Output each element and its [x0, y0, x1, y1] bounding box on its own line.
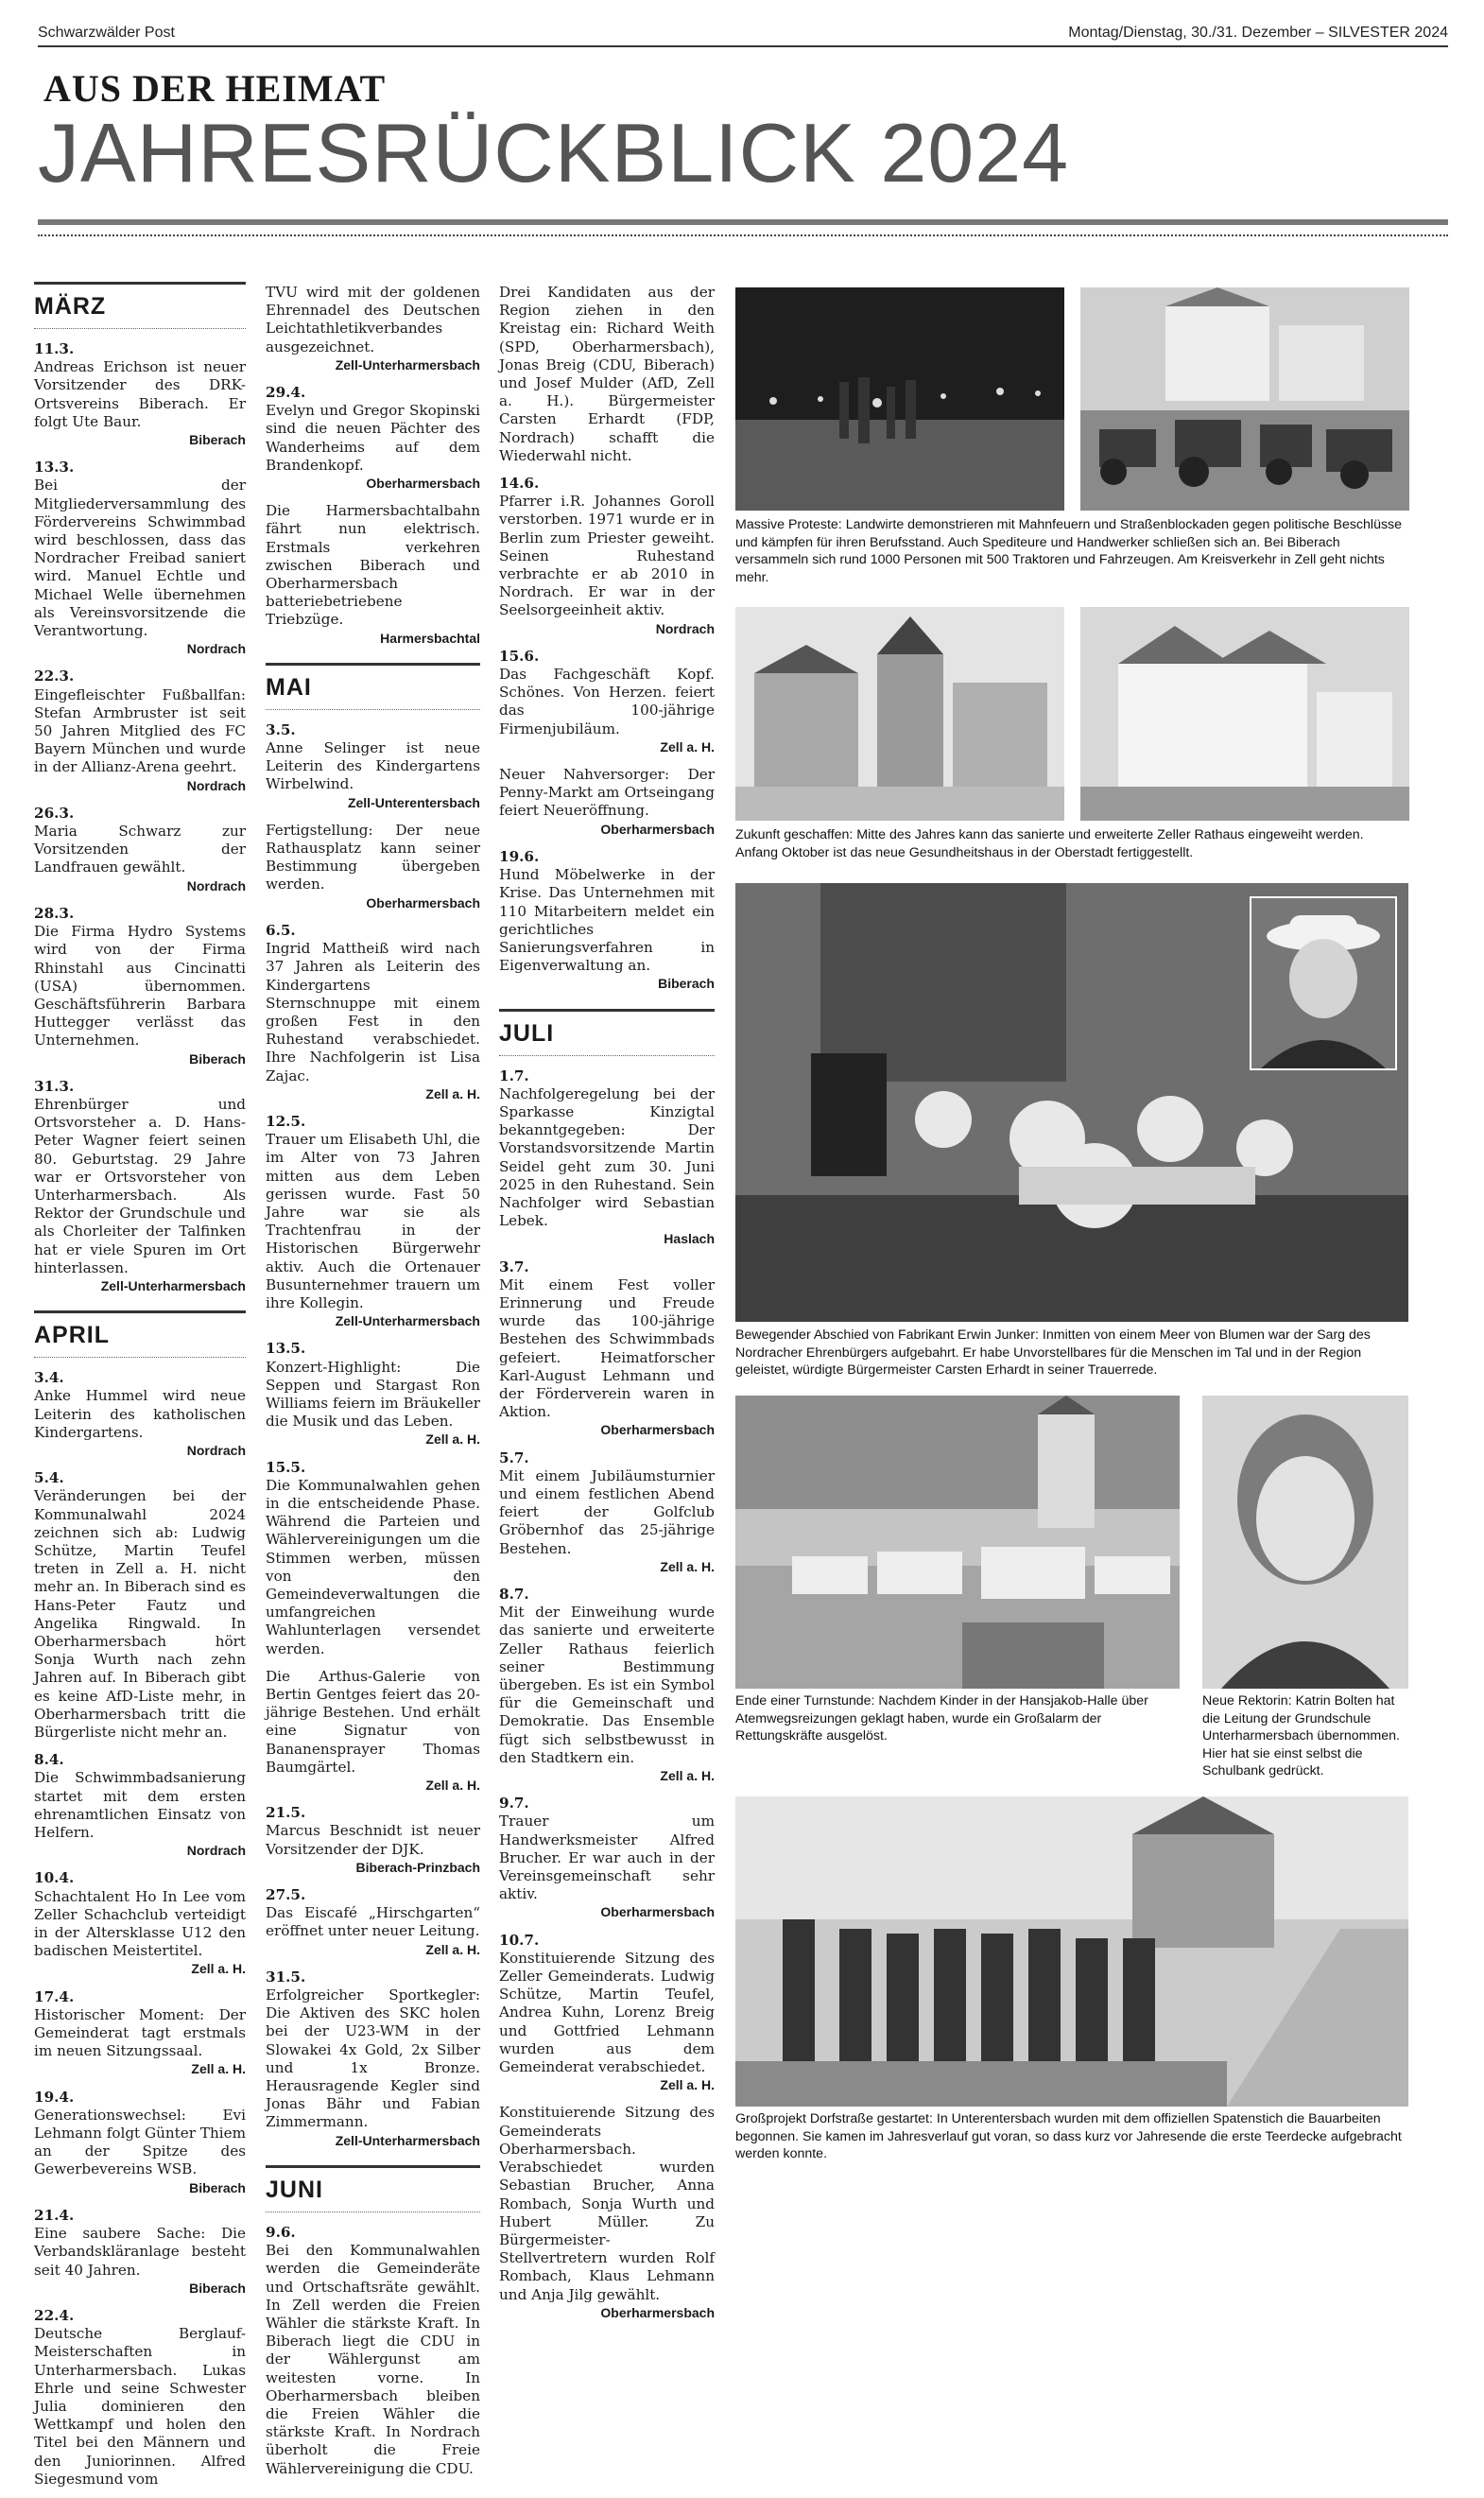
news-item: 3.4. Anke Hummel wird neue Leiterin des katholischen Kindergartens. Nordrach [34, 1369, 246, 1458]
news-item: 19.4. Generationswechsel: Evi Lehmann folgt Günter Thiem an der Spitze des Gewerbevereins WSB. Biberach [34, 2088, 247, 2195]
news-item: 27.5. Das Eiscafé „Hirschgarten“ eröffnet unter neuer Leitung. Zell a. H. [266, 1886, 480, 1957]
dotted-rule [38, 234, 1448, 236]
news-item: 8.4. Die Schwimmbadsanierung startet mit dem ersten ehrenamtlichen Einsatz von Helfern. Nordrach [34, 1751, 246, 1859]
section-kicker: AUS DER HEIMAT [43, 67, 387, 110]
month-heading-april: APRIL [34, 1310, 246, 1358]
news-item: 15.5. Die Kommunalwahlen gehen in die entscheidende Phase. Während die Parteien und Wählervereinigungen um die Stimmen werben, müssen von den Gemeindeverwaltungen die umfangreichen Wahlunterlagen versendet werden. [266, 1458, 480, 1657]
news-item: Konstituierende Sitzung des Gemeinderats Oberharmersbach. Verabschiedet wurden Sebastian Brucher, Anna Rombach, Sonja Wurth und Hubert Müller. Zu Bürgermeister-Stellvertretern wurden Rolf Rombach, Klaus Lehmann und Anja Jilg gewählt. Oberharmersbach [499, 2104, 715, 2320]
news-item: 9.6. Bei den Kommunalwahlen werden die Gemeinderäte und Ortschaftsräte gewählt. In Zell werden die Freien Wähler die stärkste Kraft. In Biberach liegt die CDU in der Wählergunst am weitesten vorne. In Oberharmersbach bleiben die Freien Wähler die stärkste Kraft. In Nordrach überholt die Freie Wählervereinigung die CDU. [266, 2223, 480, 2477]
photo-portrait-bolten [1202, 1396, 1408, 1689]
caption-groundbreaking: Großprojekt Dorfstraße gestartet: In Unterentersbach wurden mit dem offiziellen Spatenstich die Bauarbeiten begonnen. Sie kamen im Jahresverlauf gut voran, so dass kurz vor Jahresende die erste Teerdecke aufgebracht werden konnte. [735, 2111, 1402, 2162]
column-1 [34, 282, 246, 2498]
news-item: Drei Kandidaten aus der Region ziehen in den Kreistag ein: Richard Weith (SPD, Oberharmersbach), Jonas Breig (CDU, Biberach) und Josef Mulder (AfD, Zell a. H.). Bürgermeister Carsten Erhardt (FDP, Nordrach) schafft die Wiederwahl nicht. [499, 284, 715, 464]
news-item: 21.4. Eine saubere Sache: Die Verbandskläranlage besteht seit 40 Jahren. Biberach [34, 2206, 246, 2296]
news-item: 5.7. Mit einem Jubiläumsturnier und einem festlichen Abend feiert der Golfclub Gröbernhof das 25-jährige Bestehen. Zell a. H. [499, 1448, 715, 1574]
column-3 [499, 284, 715, 2332]
news-item: 28.3. Die Firma Hydro Systems wird von der Firma Rhinstahl aus Cincinatti (USA) übernommen. Geschäftsführerin Barbara Huttegger verlässt das Unternehmen. Biberach [34, 904, 246, 1067]
month-heading-maerz: MÄRZ [34, 282, 246, 329]
news-item: 31.3. Ehrenbürger und Ortsvorsteher a. D. Hans-Peter Wagner feiert seinen 80. Geburtstag. 29 Jahre war er Ortsvorsteher von Unterharmersbach. Als Rektor der Grundschule und als Chorleiter der Talfinken hat er viele Spuren im Ort hinterlassen. Zell-Unterharmersbach [34, 1077, 246, 1293]
news-item: 22.3. Eingefleischter Fußballfan: Stefan Armbruster ist seit 50 Jahren Mitglied des FC Bayern München und wurde in der Allianz-Arena geehrt. Nordrach [34, 668, 246, 793]
caption-funeral: Bewegender Abschied von Fabrikant Erwin Junker: Inmitten von einem Meer von Blumen war der Sarg des Nordracher Ehrenbürgers aufgebahrt. Er habe Unvorstellbares für die Menschen im Tal und in der Region geleistet, würdigte Bürgermeister Carsten Erhardt in seiner Trauerrede. [735, 1327, 1371, 1379]
caption-school-alarm: Ende einer Turnstunde: Nachdem Kinder in der Hansjakob-Halle über Atemwegsreizungen geklagt haben, wurde ein Großalarm der Rettungskräfte ausgelöst. [735, 1693, 1148, 1744]
page-title: JAHRESRÜCKBLICK 2024 [38, 106, 1070, 199]
news-item: 15.6. Das Fachgeschäft Kopf. Schönes. Von Herzen. feiert das 100-jährige Firmenjubiläum. Zell a. H. [499, 647, 715, 755]
news-item: Die Harmersbachtalbahn fährt nun elektrisch. Erstmals verkehren zwischen Biberach und Oberharmersbach batteriebetriebene Triebzüge. Harmersbachtal [266, 502, 480, 646]
news-item: 12.5. Trauer um Elisabeth Uhl, die im Alter von 73 Jahren mitten aus dem Leben gerissen wurde. Fast 50 Jahre war sie als Trachtenfrau in der Historischen Bürgerwehr aktiv. Auch die Ortenauer Busunternehmer trauern um ihre Kollegin. Zell-Unterharmersbach [266, 1112, 480, 1329]
caption-new-rector: Neue Rektorin: Katrin Bolten hat die Leitung der Grundschule Unterharmersbach übernommen. Hier hat sie einst selbst die Schulbank gedrückt. [1202, 1693, 1400, 1779]
photo-school-alarm [735, 1396, 1180, 1689]
caption-protest: Massive Proteste: Landwirte demonstrieren mit Mahnfeuern und Straßenblockaden gegen politische Beschlüsse und kämpfen für ihren Berufsstand. Auch Spediteure und Handwerker schließen sich an. Bei Biberach versammeln sich rund 1000 Personen mit 500 Traktoren und Fahrzeugen. Am Kreisverkehr in Zell geht nichts mehr. [735, 517, 1403, 585]
news-item: 8.7. Mit der Einweihung wurde das sanierte und erweiterte Zeller Rathaus feierlich seiner Bestimmung übergeben. Es ist ein Symbol für die Gemeinschaft und Demokratie. Das Ensemble fügt sich selbstbewusst in den Stadtkern ein. Zell a. H. [499, 1586, 715, 1784]
news-item: 1.7. Nachfolgeregelung bei der Sparkasse Kinzigtal bekanntgegeben: Der Vorstandsvorsitzende Martin Seidel geht zum 30. Juni 2025 in den Ruhestand. Sein Nachfolger wird Sebastian Lebek. Haslach [499, 1067, 715, 1247]
title-rule [38, 219, 1448, 225]
news-item: Die Arthus-Galerie von Bertin Gentges feiert das 20-jährige Bestehen. Und erhält eine Signatur von Bananensprayer Thomas Baumgärtel. Zell a. H. [266, 1667, 480, 1794]
news-item: 13.3. Bei der Mitgliederversammlung des Fördervereins Schwimmbad wird beschlossen, dass das Nordracher Freibad saniert wird. Manuel Echtle und Michael Welle übernehmen als Vereinsvorsitzende die Verantwortung. Nordrach [34, 459, 246, 657]
news-item: Fertigstellung: Der neue Rathausplatz kann seiner Bestimmung übergeben werden. Oberharmersbach [266, 821, 480, 911]
news-item: 22.4. Deutsche Berglauf-Meisterschaften in Unterharmersbach. Lukas Ehrle und seine Schwester Julia dominieren den Wettkampf und holen den Titel bei den Männern und den Juniorinnen. Alfred Siegesmund vom [34, 2306, 246, 2488]
month-heading-mai: MAI [266, 663, 480, 710]
column-2 [266, 284, 480, 2488]
news-item: 3.5. Anne Selinger ist neue Leiterin des Kindergartens Wirbelwind. Zell-Unterentersbach [266, 720, 480, 810]
news-item: Neuer Nahversorger: Der Penny-Markt am Ortseingang feiert Neueröffnung. Oberharmersbach [499, 766, 715, 837]
caption-town-hall: Zukunft geschaffen: Mitte des Jahres kann das sanierte und erweiterte Zeller Rathaus eingeweiht werden. Anfang Oktober ist das neue Gesundheitshaus in der Oberstadt fertiggestellt. [735, 827, 1364, 860]
photo-groundbreaking [735, 1796, 1408, 2107]
news-item: 3.7. Mit einem Fest voller Erinnerung und Freude wurde das 100-jährige Bestehen des Schwimmbads gefeiert. Heimatforscher Karl-August Lehmann und der Förderverein waren in Aktion. Oberharmersbach [499, 1258, 715, 1438]
photo-portrait-junker [1250, 896, 1397, 1070]
news-item: 19.6. Hund Möbelwerke in der Krise. Das Unternehmen mit 110 Mitarbeitern meldet ein gerichtliches Sanierungsverfahren in Eigenverwaltung an. Biberach [499, 847, 715, 992]
news-item: 31.5. Erfolgreicher Sportkegler: Die Aktiven des SKC holen bei der U23-WM in der Slowakei 4x Gold, 2x Silber und 1x Bronze. Herausragende Kegler sind Jonas Bähr und Fabian Zimmermann. Zell-Unterharmersbach [266, 1968, 480, 2148]
news-item: 10.7. Konstituierende Sitzung des Zeller Gemeinderats. Ludwig Schütze, Martin Teufel, Andrea Kuhn, Lorenz Breig und Gottfried Lehmann wurden aus dem Gemeinderat verabschiedet. Zell a. H. [499, 1931, 715, 2093]
photo-tractor-blockade [1080, 287, 1409, 511]
top-line [38, 17, 1448, 47]
month-heading-juli: JULI [499, 1009, 715, 1056]
news-item: 21.5. Marcus Beschnidt ist neuer Vorsitzender der DJK. Biberach-Prinzbach [266, 1804, 480, 1875]
news-item: 29.4. Evelyn und Gregor Skopinski sind die neuen Pächter des Wanderheims auf dem Brandenkopf. Oberharmersbach [266, 384, 480, 492]
photo-health-center [1080, 607, 1409, 821]
news-item: 26.3. Maria Schwarz zur Vorsitzenden der Landfrauen gewählt. Nordrach [34, 804, 246, 893]
news-item: 9.7. Trauer um Handwerksmeister Alfred Brucher. Er war auch in der Vereinsgemeinschaft sehr aktiv. Oberharmersbach [499, 1795, 715, 1920]
photo-farmer-protest-night [735, 287, 1064, 511]
news-item: 10.4. Schachtalent Ho In Lee vom Zeller Schachclub verteidigt in der Altersklasse U12 den badischen Meistertitel. Zell a. H. [34, 1869, 246, 1977]
issue-date: Montag/Dienstag, 30./31. Dezember – SILVESTER 2024 [1068, 25, 1448, 41]
month-heading-juni: JUNI [266, 2165, 480, 2212]
newspaper-name: Schwarzwälder Post [38, 25, 175, 41]
news-item: 5.4. Veränderungen bei der Kommunalwahl 2024 zeichnen sich ab: Ludwig Schütze, Martin Teufel treten in Zell a. H. nicht mehr an. In Biberach sind es Hans-Peter Fautz und Angelika Ringwald. In Oberharmersbach hört Sonja Wurth nach zehn Jahren auf. In Biberach gibt es keine AfD-Liste mehr, in Oberharmersbach tritt die Bürgerliste nicht mehr an. [34, 1469, 246, 1742]
news-item: 6.5. Ingrid Mattheiß wird nach 37 Jahren als Leiterin des Kindergartens Sternschnuppe mit einem großen Fest in den Ruhestand verabschiedet. Ihre Nachfolgerin ist Lisa Zajac. Zell a. H. [266, 921, 480, 1102]
photo-town-hall [735, 607, 1064, 821]
news-item: 14.6. Pfarrer i.R. Johannes Goroll verstorben. 1971 wurde er in Berlin zum Priester geweiht. Seinen Ruhestand verbrachte er ab 2010 in Nordrach. Er war in der Seelsorgeeinheit aktiv. Nordrach [499, 475, 715, 636]
news-item: 11.3. Andreas Erichson ist neuer Vorsitzender des DRK-Ortsvereins Biberach. Er folgt Ute Baur. Biberach [34, 340, 246, 448]
news-item: 13.5. Konzert-Highlight: Die Seppen und Stargast Ron Williams feiern im Bräukeller die Musik und das Leben. Zell a. H. [266, 1340, 480, 1448]
news-item: TVU wird mit der goldenen Ehrennadel des Deutschen Leichtathletikverbandes ausgezeichnet. Zell-Unterharmersbach [266, 284, 480, 373]
news-item: 17.4. Historischer Moment: Der Gemeinderat tagt erstmals im neuen Sitzungssaal. Zell a. H. [34, 1987, 246, 2077]
